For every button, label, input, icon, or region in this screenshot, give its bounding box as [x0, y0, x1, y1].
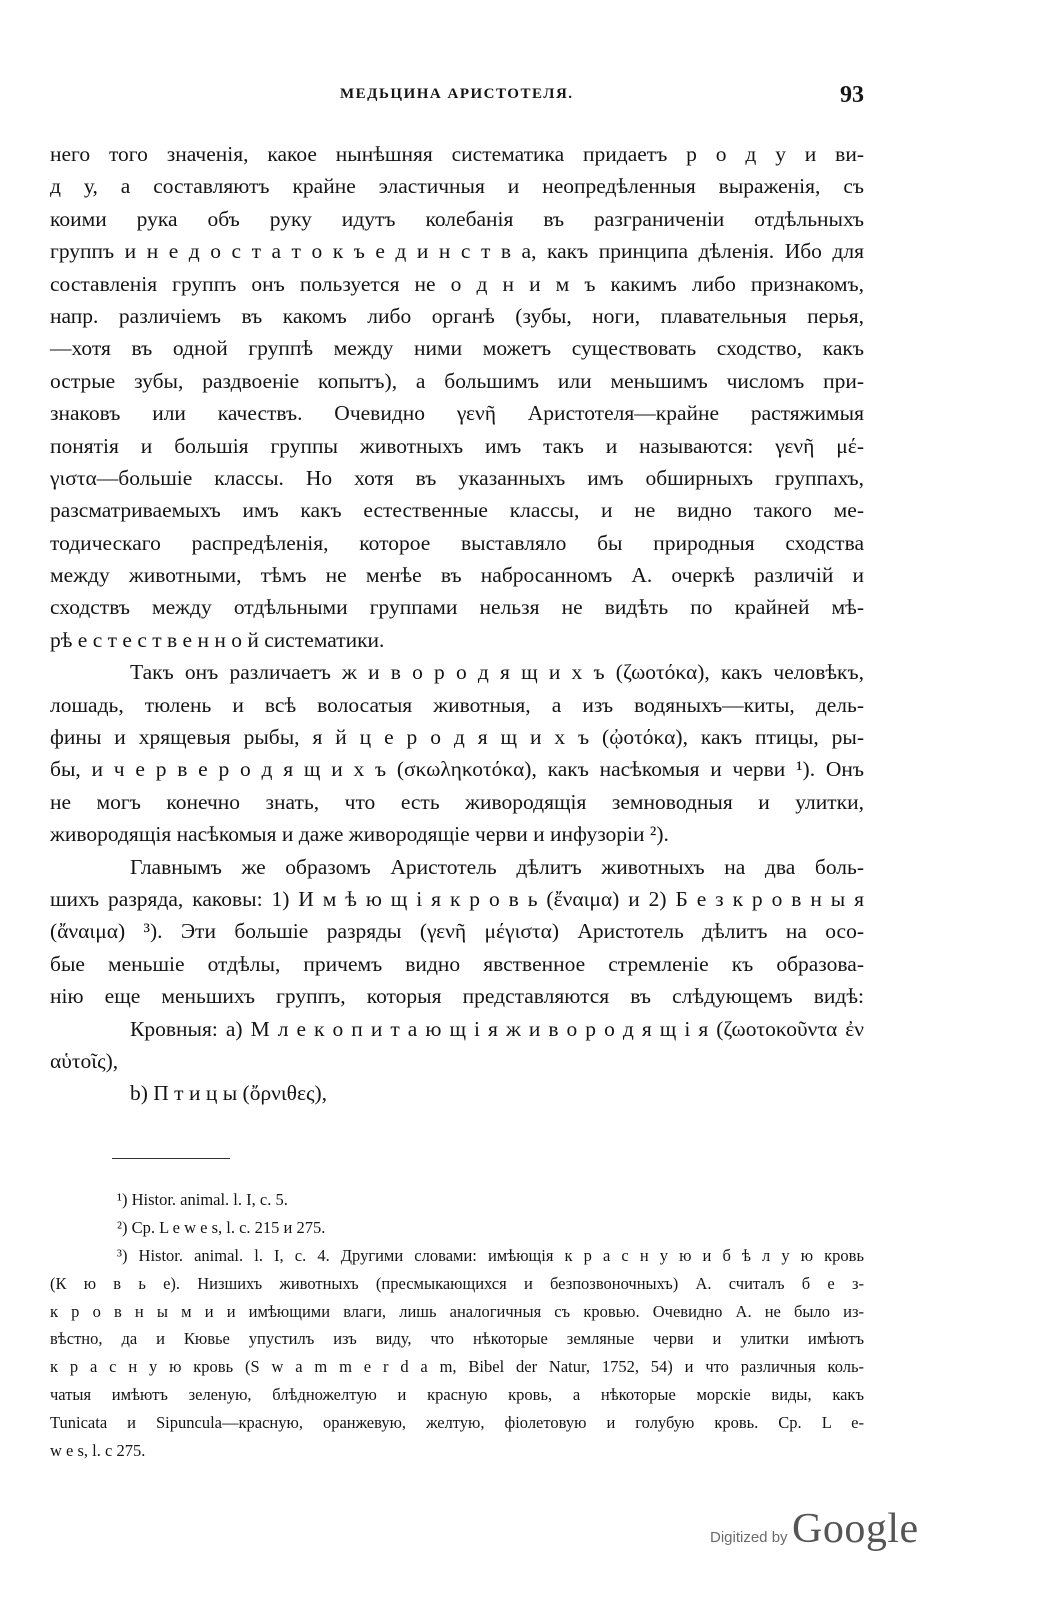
footnote-line: чатыя имѣютъ зеленую, блѣдножелтую и красную кровь, а нѣкоторые морскіе виды, какъ	[50, 1385, 864, 1405]
text-line: бые меньшіе отдѣлы, причемъ видно явственное стремленіе къ образова-	[50, 951, 864, 976]
text-line: γιστα—большіе классы. Но хотя въ указанныхъ имъ обширныхъ группахъ,	[50, 465, 864, 490]
google-logo: Google	[792, 1506, 919, 1552]
text-line: живородящія насѣкомыя и даже живородящіе черви и инфузоріи ²).	[50, 822, 669, 847]
text-line: Такъ онъ различаетъ ж и в о р о д я щ и х ъ (ζωοτόκα), какъ человѣкъ,	[130, 660, 864, 685]
footnote-line: w e s, l. c 275.	[50, 1441, 146, 1461]
text-line: тодическаго распредѣленія, которое выставляло бы природныя сходства	[50, 530, 864, 555]
footnote-rule	[112, 1158, 230, 1159]
footnote-line: к р о в н ы м и и имѣющими влаги, лишь аналогичныя съ кровью. Очевидно А. не было из-	[50, 1301, 864, 1321]
text-line: сходствъ между отдѣльными группами нельзя не видѣть по крайней мѣ-	[50, 595, 864, 620]
body-text	[50, 138, 864, 1110]
text-line: знаковъ или качествъ. Очевидно γενῆ Аристотеля—крайне растяжимыя	[50, 401, 864, 426]
text-line: (ἄναιμα) ³). Эти большіе разряды (γενῆ μέγιστα) Аристотель дѣлитъ на осо-	[50, 919, 864, 944]
footnote-line: ³) Histor. animal. l. I, c. 4. Другими словами: имѣющія к р а с н у ю и б ѣ л у ю кровь	[117, 1245, 864, 1265]
text-line: группъ и н е д о с т а т о к ъ е д и н с т в а, какъ принципа дѣленія. Ибо для	[50, 239, 864, 264]
text-line: между животными, тѣмъ не менѣе въ набросанномъ А. очеркѣ различій и	[50, 563, 864, 588]
footnote-line: Tunicata и Sipuncula—красную, оранжевую, желтую, фіолетовую и голубую кровь. Cp. L e-	[50, 1413, 864, 1433]
text-line: разсматриваемыхъ имъ какъ естественные классы, и не видно такого ме-	[50, 498, 864, 523]
text-line: Кровныя: a) М л е к о п и т а ю щ і я ж и в о р о д я щ і я (ζωοτοκοῦντα ἐν	[130, 1016, 864, 1041]
text-line: фины и хрящевыя рыбы, я й ц е р о д я щ и х ъ (ᾠοτόκα), какъ птицы, ры-	[50, 725, 864, 750]
text-line: шихъ разряда, каковы: 1) И м ѣ ю щ і я к р о в ь (ἔναιμα) и 2) Б е з к р о в н ы я	[50, 886, 864, 911]
text-line: напр. различіемъ въ какомъ либо органѣ (зубы, ноги, плавательныя перья,	[50, 303, 864, 328]
text-line: нію еще меньшихъ группъ, которыя представляются въ слѣдующемъ видѣ:	[50, 984, 864, 1009]
text-line: коими рука объ руку идутъ колебанія въ разграниченіи отдѣльныхъ	[50, 206, 864, 231]
text-line: —хотя въ одной группѣ между ними можетъ существовать сходство, какъ	[50, 336, 864, 361]
footnote-line: (К ю в ь е). Низшихъ животныхъ (пресмыкающихся и безпозвоночныхъ) А. считалъ б е з-	[50, 1273, 864, 1293]
text-line: понятія и большія группы животныхъ имъ такъ и называются: γενῆ μέ-	[50, 433, 864, 458]
text-line: д у, а составляютъ крайне эластичныя и неопредѣленныя выраженія, съ	[50, 174, 864, 199]
text-line: острые зубы, раздвоеніе копытъ), а большимъ или меньшимъ числомъ при-	[50, 368, 864, 393]
footnote-line: вѣстно, да и Кювье упустилъ изъ виду, что нѣкоторые земляные черви и улитки имѣютъ	[50, 1329, 864, 1349]
text-line: не могъ конечно знать, что есть живородящія земноводныя и улитки,	[50, 789, 864, 814]
text-line: αὑτοῖς),	[50, 1048, 119, 1073]
text-line: него того значенія, какое нынѣшняя систематика придаетъ р о д у и ви-	[50, 142, 864, 166]
text-line: бы, и ч е р в е р о д я щ и х ъ (σκωληκοτόκα), какъ насѣкомыя и черви ¹). Онъ	[50, 757, 864, 782]
text-line: b) П т и ц ы (ὄρνιθες),	[130, 1081, 328, 1106]
text-line: составленія группъ онъ пользуется не о д н и м ъ какимъ либо признакомъ,	[50, 271, 864, 296]
text-line: лошадь, тюлень и всѣ волосатыя животныя, а изъ водяныхъ—киты, дель-	[50, 692, 864, 717]
running-head: МЕДЬЦИНА АРИСТОТЕЛЯ.	[340, 86, 574, 102]
footnotes	[50, 1186, 864, 1465]
text-line: рѣ е с т е с т в е н н о й систематики.	[50, 627, 385, 652]
footnote-line: к р а с н у ю кровь (S w a m m e r d a m, Bibel der Natur, 1752, 54) и что различныя коль-	[50, 1357, 864, 1377]
footnote-line: ¹) Histor. animal. l. I, c. 5.	[117, 1190, 288, 1209]
footnote-line: ²) Cp. L e w e s, l. c. 215 и 275.	[117, 1217, 326, 1237]
digitized-by-google-watermark	[710, 1505, 919, 1553]
text-line: Главнымъ же образомъ Аристотель дѣлитъ животныхъ на два боль-	[130, 854, 864, 879]
page-number: 93	[840, 82, 864, 108]
watermark-prefix: Digitized by	[710, 1529, 788, 1546]
